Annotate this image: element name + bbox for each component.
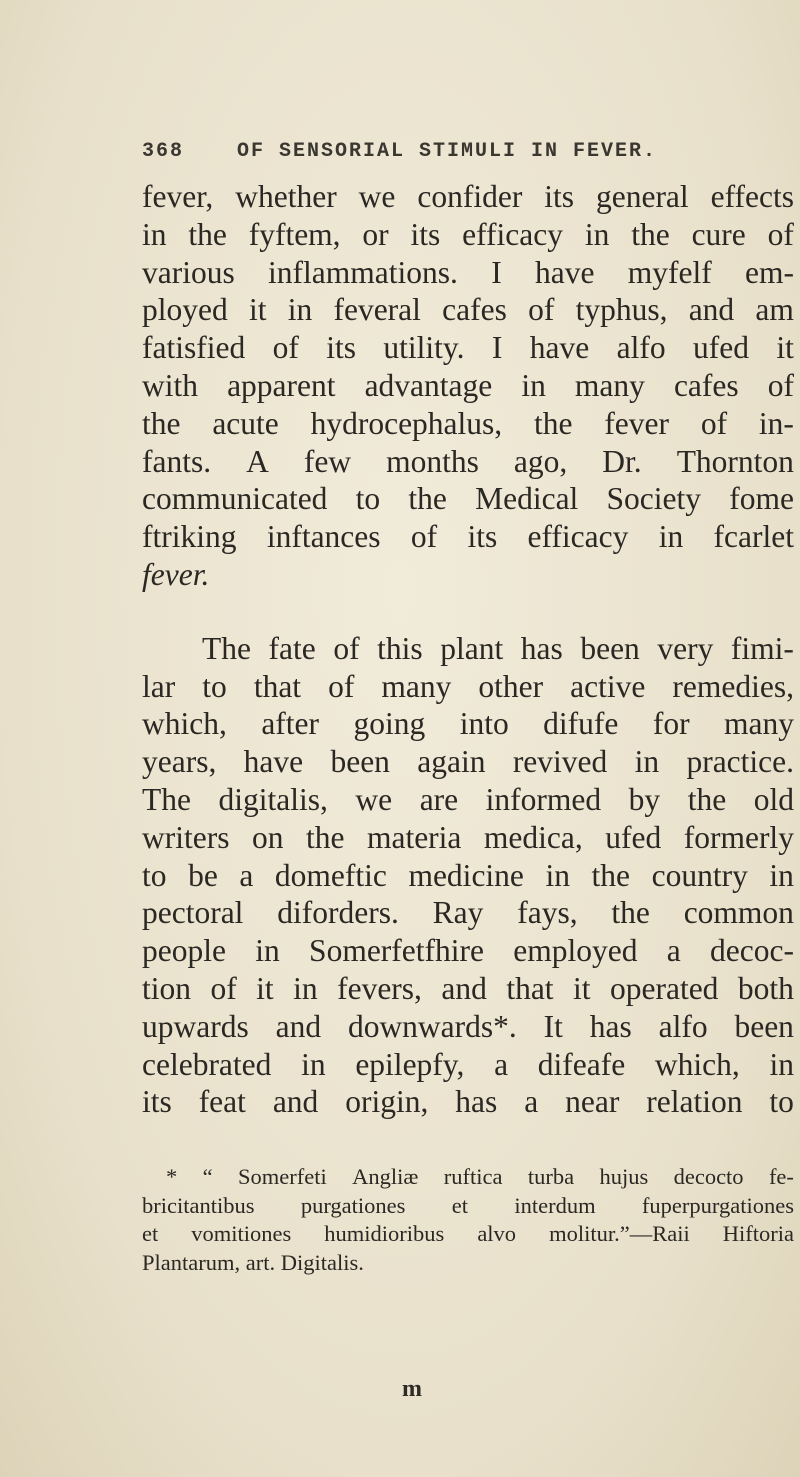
running-title: OF SENSORIAL STIMULI IN FEVER. (237, 140, 658, 163)
text-line: writers on the materia medica, ufed formerly (142, 819, 794, 855)
footnote-line: * “ Somerfeti Angliæ ruftica turba hujus decocto fe- (166, 1164, 794, 1190)
footnote-line: Plantarum, art. Digitalis. (142, 1249, 364, 1275)
text-line: The digitalis, we are informed by the old (142, 781, 794, 817)
text-line: with apparent advantage in many cafes of (142, 367, 794, 403)
text-line: fever, whether we confider its general effects (142, 179, 794, 214)
text-line: ployed it in feveral cafes of typhus, and am (142, 292, 794, 328)
text-line: communicated to the Medical Society fome (142, 481, 794, 517)
text-line: pectoral diforders. Ray fays, the common (142, 895, 794, 931)
text-line: various inflammations. I have myfelf em- (142, 254, 794, 290)
text-line: which, after going into difufe for many (142, 706, 794, 742)
footnote-line: bricitantibus purgationes et interdum fuperpurgationes (142, 1192, 794, 1218)
signature-mark: m (402, 1376, 422, 1402)
text-line: upwards and downwards*. It has alfo been (142, 1008, 794, 1044)
text-line: the acute hydrocephalus, the fever of in- (142, 405, 794, 441)
paragraph-2 (142, 630, 794, 1121)
text-line: ftriking inftances of its efficacy in fcarlet (142, 519, 794, 555)
text-line: fatisfied of its utility. I have alfo ufed it (142, 330, 794, 366)
text-line: lar to that of many other active remedies, (142, 668, 794, 704)
text-line: years, have been again revived in practice. (142, 744, 794, 780)
running-header (142, 140, 782, 163)
paragraph-1 (142, 178, 794, 594)
text-line: fever. (142, 556, 210, 592)
text-line: its feat and origin, has a near relation to (142, 1084, 794, 1120)
footnote (142, 1163, 794, 1277)
text-line: in the fyftem, or its efficacy in the cure of (142, 216, 794, 252)
body-text (142, 178, 794, 1277)
text-line: to be a domeftic medicine in the country in (142, 857, 794, 893)
text-line: celebrated in epilepfy, a difeafe which, in (142, 1046, 794, 1082)
text-line: fants. A few months ago, Dr. Thornton (142, 443, 794, 479)
text-line: tion of it in fevers, and that it operated both (142, 970, 794, 1006)
text-line: The fate of this plant has been very fimi- (202, 630, 794, 666)
text-line: people in Somerfetfhire employed a decoc- (142, 933, 794, 969)
footnote-line: et vomitiones humidioribus alvo molitur.”—Raii Hiftoria (142, 1221, 794, 1247)
page-number: 368 (142, 140, 185, 163)
